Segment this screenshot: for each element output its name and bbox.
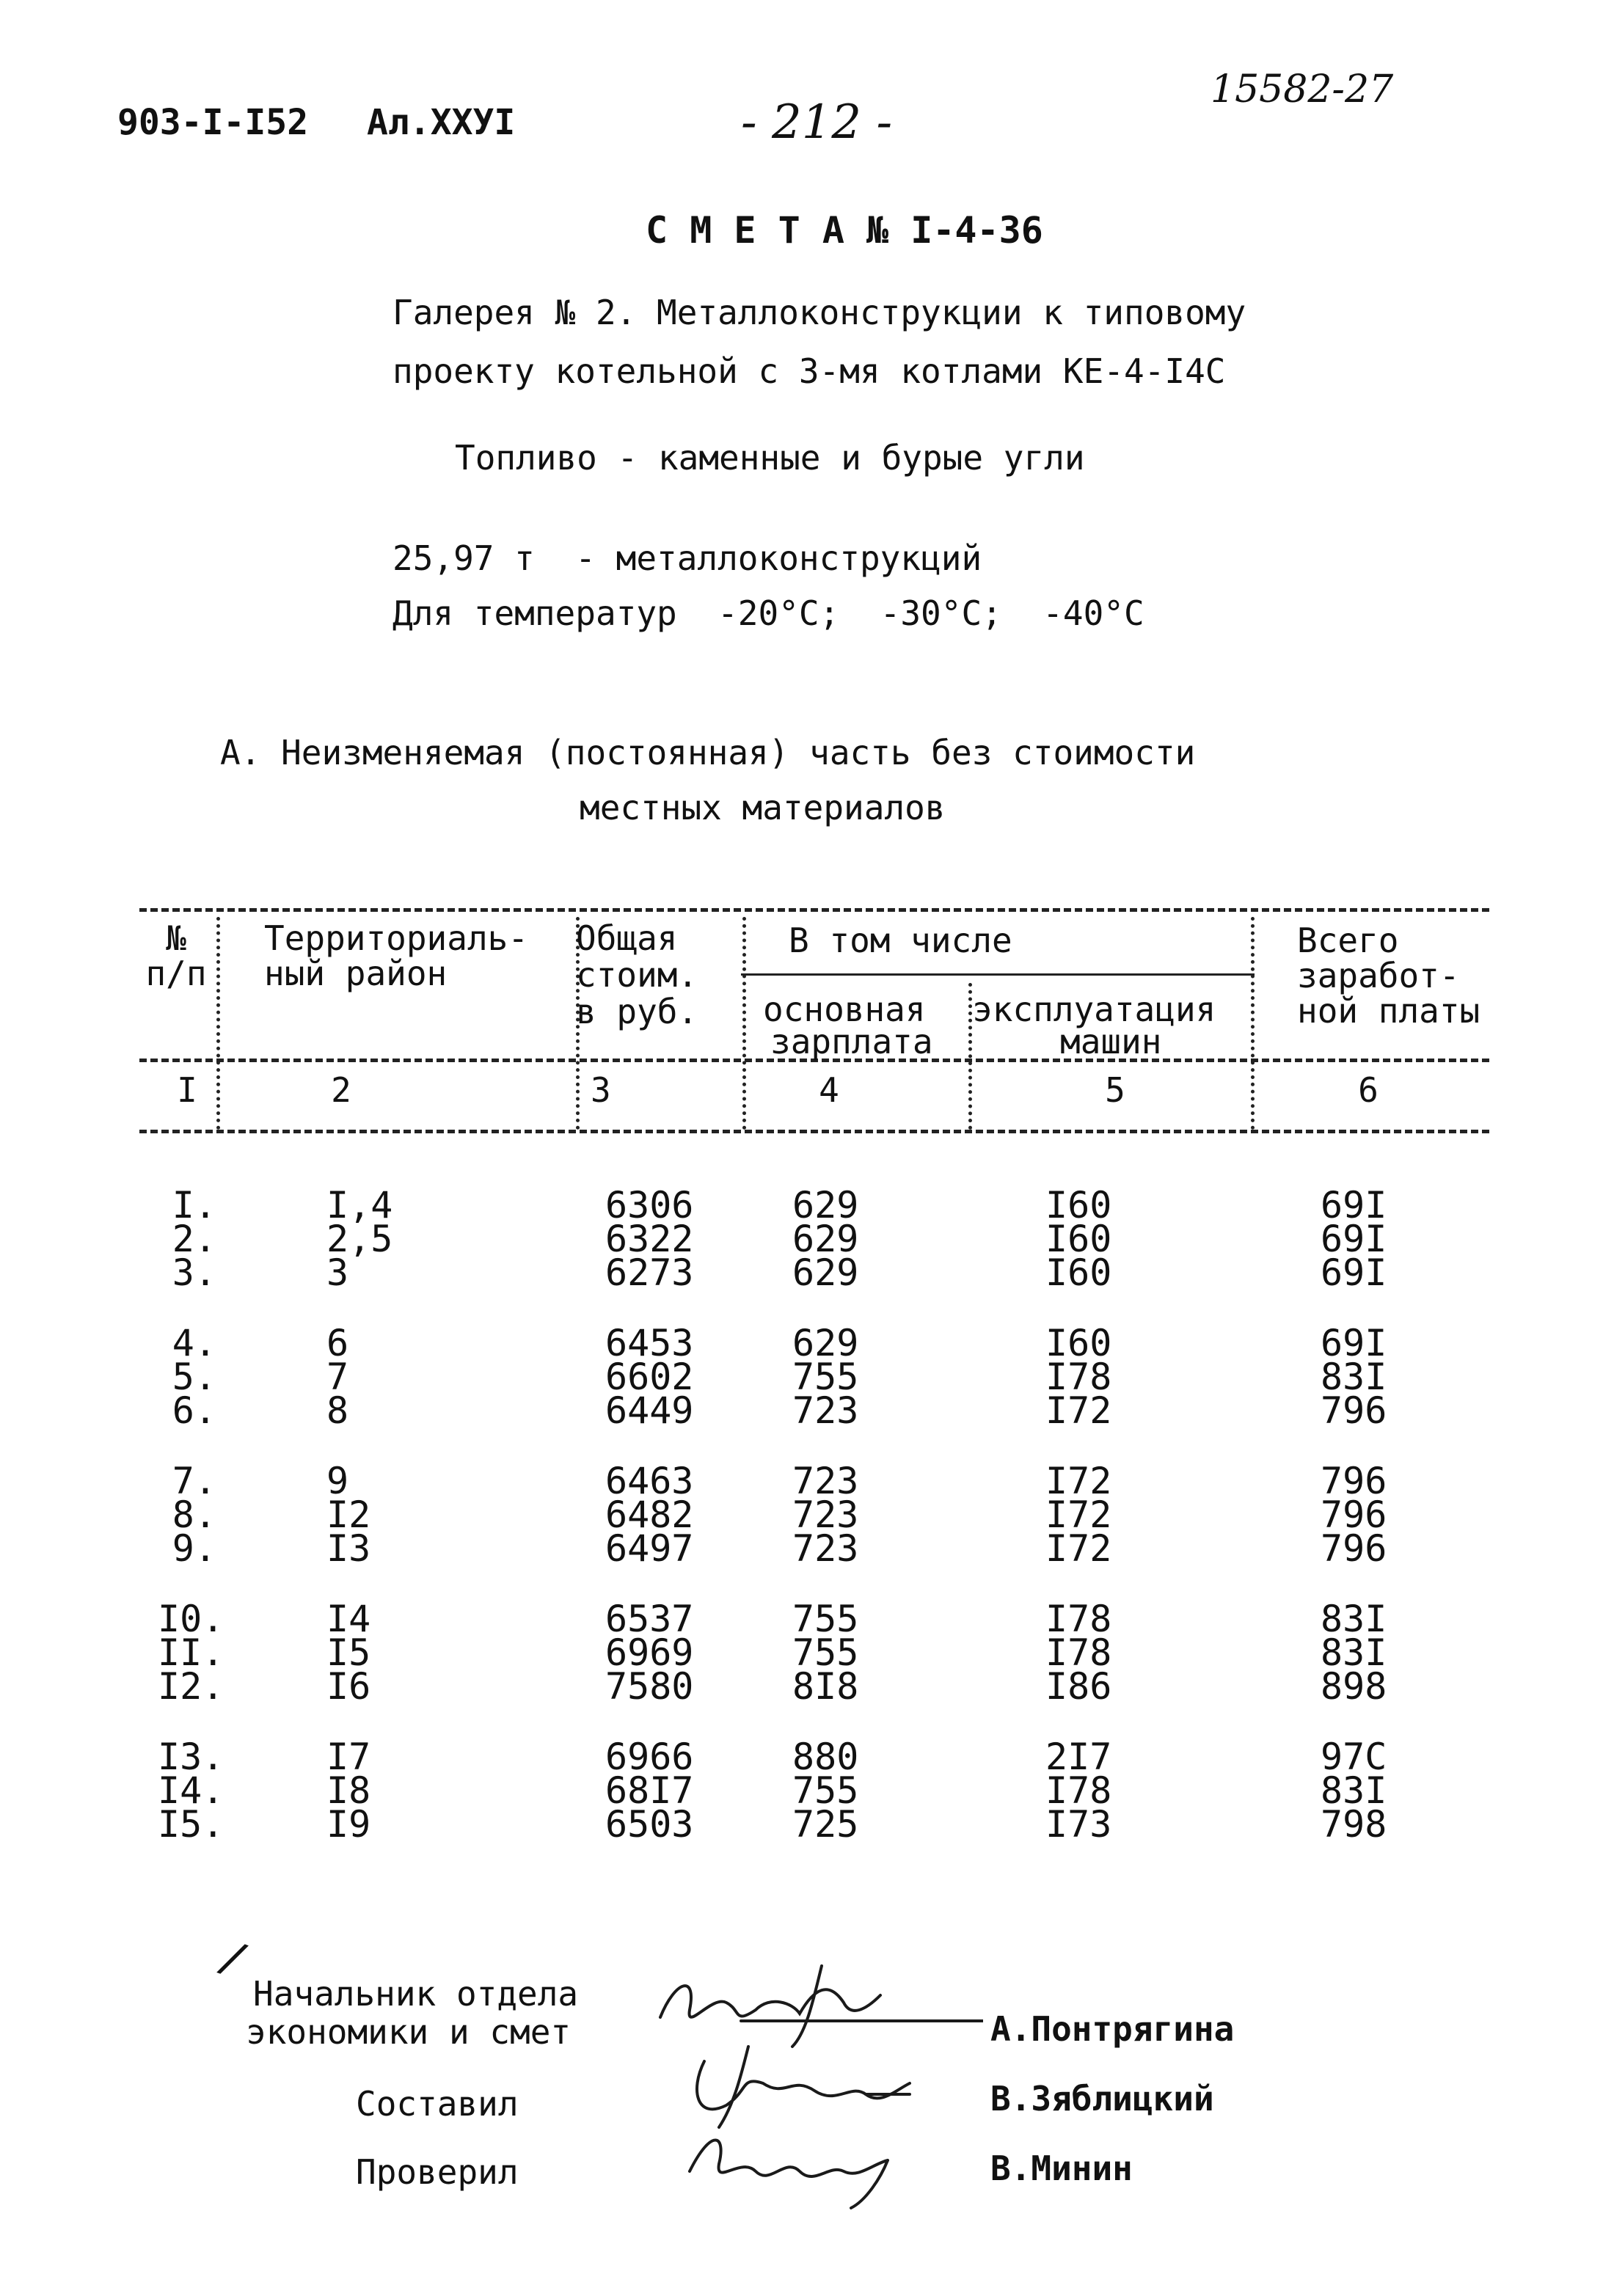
row-number-cell: I. [172, 1184, 216, 1226]
machine-operation-cell: I78 [1045, 1598, 1112, 1640]
machine-operation-cell: I78 [1045, 1631, 1112, 1674]
total-cost-cell: 7580 [605, 1665, 694, 1708]
machine-operation-cell: I72 [1045, 1527, 1112, 1570]
total-cost-cell: 6503 [605, 1803, 694, 1846]
row-number-cell: 4. [172, 1322, 216, 1364]
param-temperatures: Для температур -20°С; -30°С; -40°С [392, 593, 1144, 633]
role-head-line-1: Начальник отдела [253, 1974, 579, 2014]
base-salary-cell: 629 [792, 1218, 859, 1260]
base-salary-cell: 880 [792, 1736, 859, 1778]
total-wages-cell: 898 [1321, 1665, 1387, 1708]
machine-operation-cell: I60 [1045, 1218, 1112, 1260]
header-col4-line1: основная [763, 990, 926, 1029]
machine-operation-cell: I72 [1045, 1494, 1112, 1536]
row-number-cell: 8. [172, 1494, 216, 1536]
total-cost-cell: 6537 [605, 1598, 694, 1640]
total-wages-cell: 796 [1321, 1389, 1387, 1432]
total-wages-cell: 69I [1321, 1251, 1387, 1294]
row-number-cell: I0. [158, 1598, 224, 1640]
base-salary-cell: 755 [792, 1598, 859, 1640]
base-salary-cell: 629 [792, 1184, 859, 1226]
signature-stroke-3 [690, 2140, 888, 2209]
fuel-type: Топливо - каменные и бурые угли [455, 438, 1085, 478]
header-col3-line1: Общая [576, 918, 678, 958]
machine-operation-cell: I78 [1045, 1769, 1112, 1812]
header-col4-line2: зарплата [770, 1022, 933, 1061]
document-title: С М Е Т А № I-4-36 [646, 209, 1043, 252]
total-wages-cell: 69I [1321, 1322, 1387, 1364]
role-head-line-2: экономики и смет [246, 2012, 572, 2052]
territorial-region-cell: I4 [326, 1598, 371, 1640]
column-separator [742, 917, 746, 1130]
base-salary-cell: 723 [792, 1494, 859, 1536]
column-number: I [177, 1070, 197, 1110]
header-col5-line2: машин [1060, 1022, 1162, 1061]
machine-operation-cell: I86 [1045, 1665, 1112, 1708]
territorial-region-cell: I5 [326, 1631, 371, 1674]
row-number-cell: 7. [172, 1460, 216, 1502]
base-salary-cell: 755 [792, 1769, 859, 1812]
header-col5-line1: эксплуатация [972, 990, 1216, 1029]
total-wages-cell: 796 [1321, 1527, 1387, 1570]
header-group: В том числе [789, 921, 1012, 960]
total-cost-cell: 6322 [605, 1218, 694, 1260]
base-salary-cell: 723 [792, 1527, 859, 1570]
total-wages-cell: 83I [1321, 1769, 1387, 1812]
column-number: 5 [1105, 1070, 1125, 1110]
signer-name-2: В.Зяблицкий [990, 2079, 1214, 2118]
total-cost-cell: 6497 [605, 1527, 694, 1570]
row-number-cell: II. [158, 1631, 224, 1674]
territorial-region-cell: I2 [326, 1494, 371, 1536]
total-cost-cell: 6966 [605, 1736, 694, 1778]
machine-operation-cell: I60 [1045, 1322, 1112, 1364]
role-checked: Проверил [356, 2152, 519, 2192]
column-separator [1251, 917, 1255, 1130]
total-cost-cell: 6306 [605, 1184, 694, 1226]
total-cost-cell: 68I7 [605, 1769, 694, 1812]
column-number: 3 [591, 1070, 611, 1110]
column-numbers-rule [139, 1130, 1489, 1133]
machine-operation-cell: I72 [1045, 1460, 1112, 1502]
sheet-reference: 15582-27 [1211, 67, 1394, 111]
territorial-region-cell: 9 [326, 1460, 349, 1502]
base-salary-cell: 755 [792, 1631, 859, 1674]
total-wages-cell: 798 [1321, 1803, 1387, 1846]
group-rule [741, 973, 1255, 976]
machine-operation-cell: I73 [1045, 1803, 1112, 1846]
row-number-cell: I5. [158, 1803, 224, 1846]
column-separator [216, 917, 220, 1130]
role-compiled: Составил [356, 2084, 519, 2124]
row-number-cell: 2. [172, 1218, 216, 1260]
total-cost-cell: 6969 [605, 1631, 694, 1674]
territorial-region-cell: I3 [326, 1527, 371, 1570]
base-salary-cell: 755 [792, 1356, 859, 1398]
row-number-cell: I4. [158, 1769, 224, 1812]
territorial-region-cell: I8 [326, 1769, 371, 1812]
total-cost-cell: 6602 [605, 1356, 694, 1398]
total-cost-cell: 6463 [605, 1460, 694, 1502]
header-col1-line1: № [166, 918, 186, 958]
total-wages-cell: 83I [1321, 1356, 1387, 1398]
header-col6-line2: заработ- [1297, 956, 1460, 995]
section-title-line-1: А. Неизменяемая (постоянная) часть без стоимости [220, 733, 1196, 772]
header-col3-line2: стоим. [576, 955, 698, 995]
column-number: 6 [1358, 1070, 1379, 1110]
row-number-cell: 3. [172, 1251, 216, 1294]
row-number-cell: I2. [158, 1665, 224, 1708]
territorial-region-cell: 2,5 [326, 1218, 393, 1260]
total-wages-cell: 83I [1321, 1598, 1387, 1640]
machine-operation-cell: I72 [1045, 1389, 1112, 1432]
margin-slash-mark: / [212, 1929, 255, 1988]
total-cost-cell: 6273 [605, 1251, 694, 1294]
total-wages-cell: 69I [1321, 1218, 1387, 1260]
header-col1-line2: п/п [145, 954, 207, 993]
subtitle-line-1: Галерея № 2. Металлоконструкции к типовому [392, 293, 1246, 332]
total-wages-cell: 69I [1321, 1184, 1387, 1226]
signer-name-3: В.Минин [990, 2149, 1133, 2188]
row-number-cell: 6. [172, 1389, 216, 1432]
territorial-region-cell: 6 [326, 1322, 349, 1364]
total-cost-cell: 6453 [605, 1322, 694, 1364]
base-salary-cell: 629 [792, 1322, 859, 1364]
signer-name-1: А.Понтрягина [990, 2009, 1235, 2049]
machine-operation-cell: I78 [1045, 1356, 1112, 1398]
row-number-cell: I3. [158, 1736, 224, 1778]
territorial-region-cell: 7 [326, 1356, 349, 1398]
header-col2-line1: Территориаль- [264, 918, 529, 958]
signature-stroke-1 [660, 1966, 983, 2047]
territorial-region-cell: I,4 [326, 1184, 393, 1226]
subtitle-line-2: проекту котельной с 3-мя котлами КЕ-4-I4С [392, 351, 1226, 391]
row-number-cell: 5. [172, 1356, 216, 1398]
param-weight: 25,97 т - металлоконструкций [392, 538, 982, 578]
total-cost-cell: 6482 [605, 1494, 694, 1536]
territorial-region-cell: 3 [326, 1251, 349, 1294]
total-cost-cell: 6449 [605, 1389, 694, 1432]
base-salary-cell: 629 [792, 1251, 859, 1294]
total-wages-cell: 83I [1321, 1631, 1387, 1674]
machine-operation-cell: 2I7 [1045, 1736, 1112, 1778]
territorial-region-cell: I9 [326, 1803, 371, 1846]
base-salary-cell: 723 [792, 1460, 859, 1502]
header-col6-line1: Всего [1297, 921, 1399, 960]
territorial-region-cell: I6 [326, 1665, 371, 1708]
section-title-line-2: местных материалов [580, 788, 946, 827]
page-number: - 212 - [741, 95, 893, 150]
table-top-rule [139, 908, 1489, 912]
machine-operation-cell: I60 [1045, 1184, 1112, 1226]
header-col6-line3: ной платы [1297, 991, 1480, 1031]
machine-operation-cell: I60 [1045, 1251, 1112, 1294]
base-salary-cell: 723 [792, 1389, 859, 1432]
territorial-region-cell: I7 [326, 1736, 371, 1778]
header-col3-line3: в руб. [576, 992, 698, 1031]
row-number-cell: 9. [172, 1527, 216, 1570]
column-number: 2 [331, 1070, 351, 1110]
base-salary-cell: 8I8 [792, 1665, 859, 1708]
signature-stroke-2 [697, 2047, 910, 2127]
handwritten-signatures [646, 1951, 983, 2230]
territorial-region-cell: 8 [326, 1389, 349, 1432]
column-number: 4 [819, 1070, 839, 1110]
album-number: Ал.XXУI [367, 102, 516, 143]
total-wages-cell: 796 [1321, 1460, 1387, 1502]
total-wages-cell: 796 [1321, 1494, 1387, 1536]
header-col2-line2: ный район [264, 954, 448, 993]
base-salary-cell: 725 [792, 1803, 859, 1846]
document-code: 903-I-I52 [117, 102, 309, 143]
total-wages-cell: 97С [1321, 1736, 1387, 1778]
